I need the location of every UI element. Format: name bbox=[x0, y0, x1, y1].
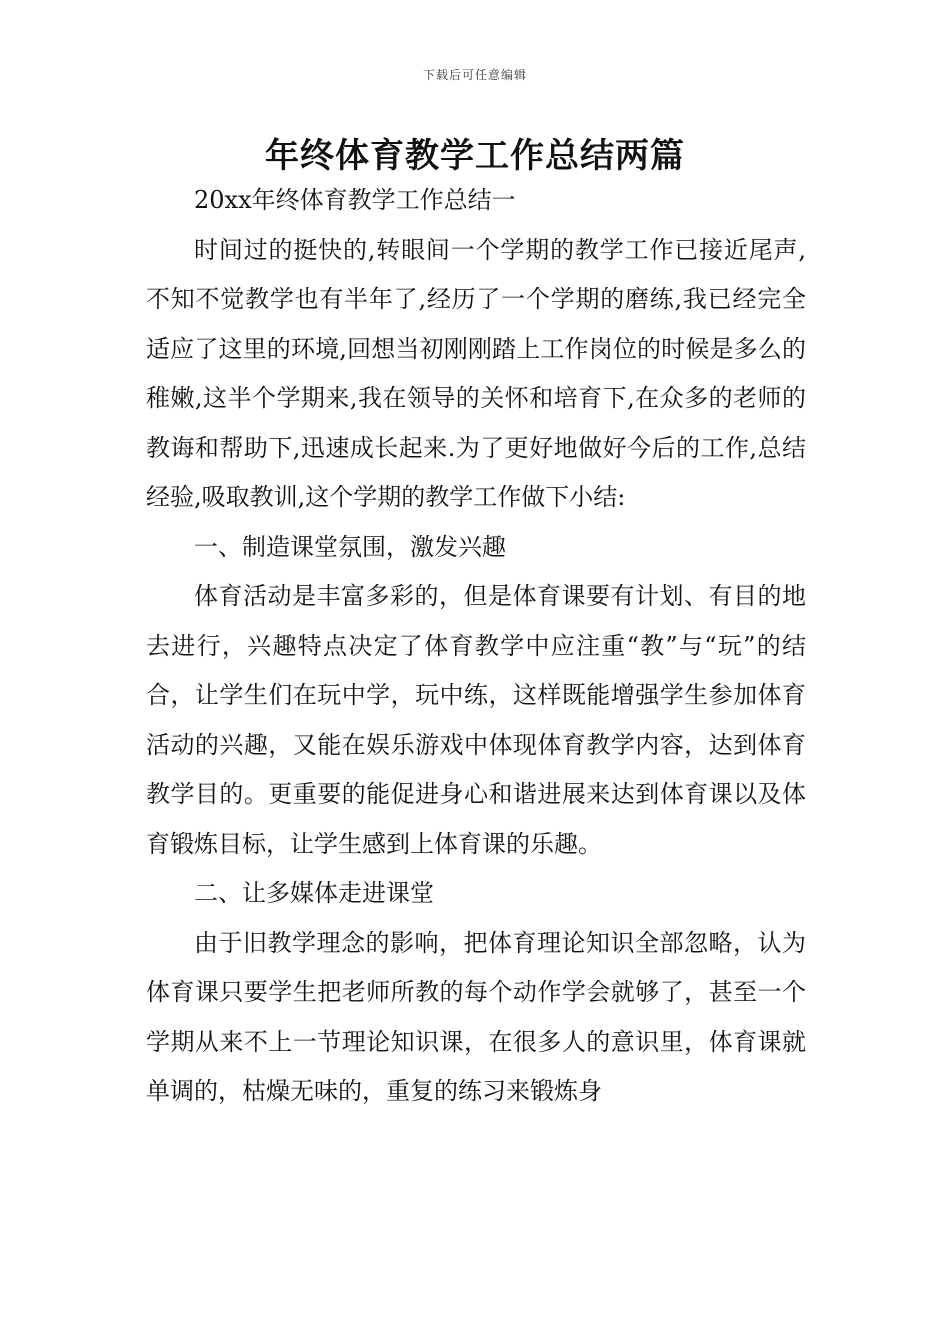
paragraph-multimedia: 由于旧教学理念的影响，把体育理论知识全部忽略，认为体育课只要学生把老师所教的每个动作学会就够了，甚至一个学期从来不上一节理论知识课，在很多人的意识里，体育课就单调的，枯燥无味的，重复的练习来锻炼身 bbox=[146, 928, 806, 1105]
intro-paragraph: 时间过的挺快的,转眼间一个学期的教学工作已接近尾声,不知不觉教学也有半年了,经历了一个学期的磨练,我已经完全适应了这里的环境,回想当初刚刚踏上工作岗位的时候是多么的稚嫩,这半个学期来,我在领导的关怀和培育下,在众多的老师的教诲和帮助下,迅速成长起来.为了更好地做好今后的工作,总结经验,吸取教训,这个学期的教学工作做下小结: bbox=[146, 235, 806, 511]
subheading-classroom-atmosphere: 一、制造课堂氛围，激发兴趣 bbox=[194, 532, 506, 561]
document-title: 年终体育教学工作总结两篇 bbox=[265, 136, 685, 176]
subheading-multimedia: 二、让多媒体走进课堂 bbox=[194, 879, 434, 907]
document-body bbox=[146, 176, 806, 1117]
paragraph-classroom-atmosphere: 体育活动是丰富多彩的，但是体育课要有计划、有目的地去进行，兴趣特点决定了体育教学中应注重“教”与“玩”的结合，让学生们在玩中学，玩中练，这样既能增强学生参加体育活动的兴趣，又能在娱乐游戏中体现体育教学内容，达到体育教学目的。更重要的能促进身心和谐进展来达到体育课以及体育锻炼目标，让学生感到上体育课的乐趣。 bbox=[146, 582, 806, 858]
page-header-note: 下载后可任意编辑 bbox=[422, 68, 527, 82]
section-heading-part-one: 20xx年终体育教学工作总结一 bbox=[194, 186, 516, 214]
